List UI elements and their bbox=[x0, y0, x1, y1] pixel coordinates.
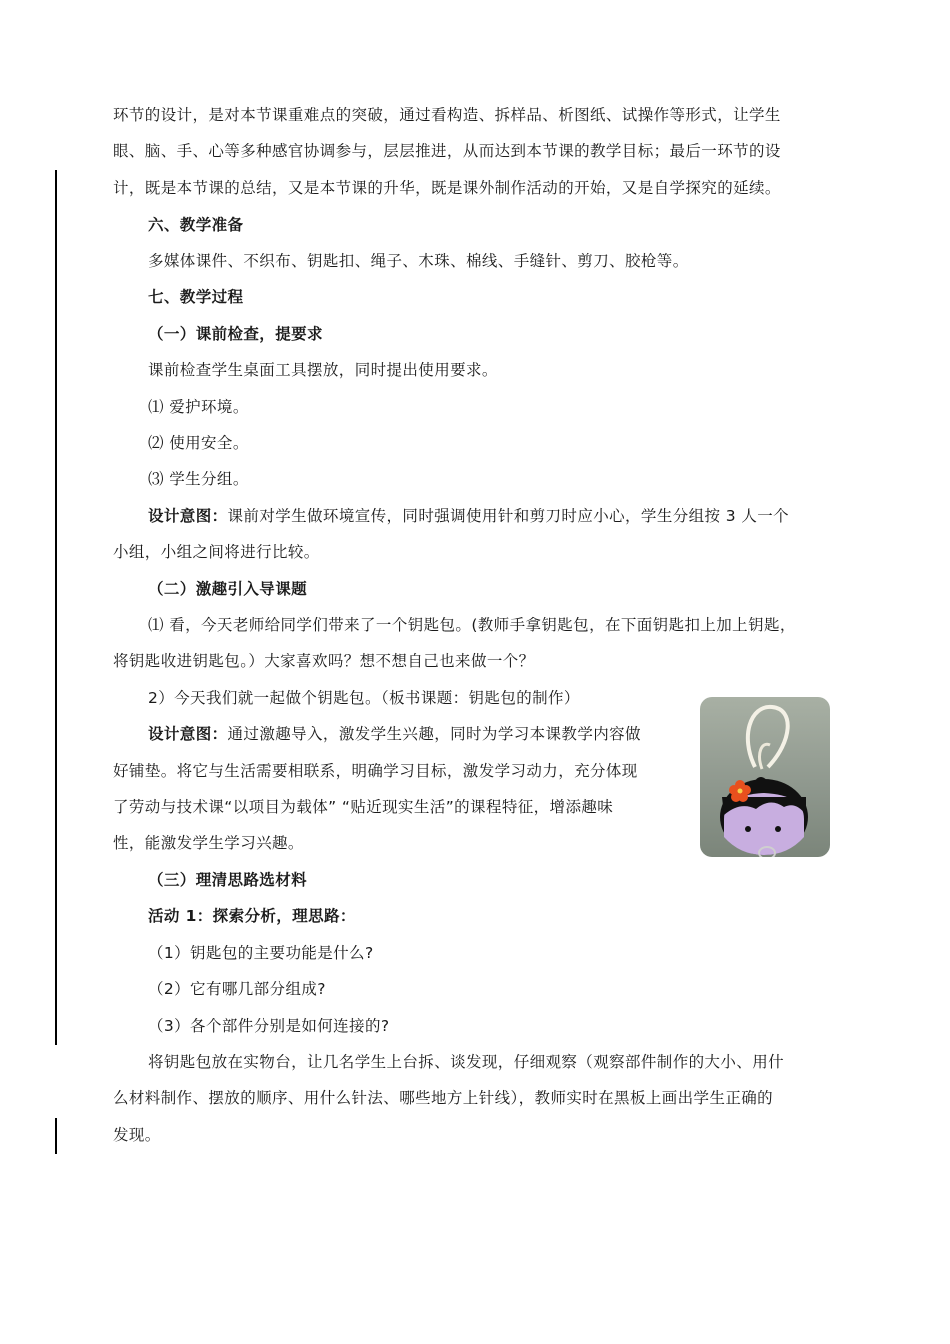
design-intent-text: 了劳动与技术课“以项目为载体” “贴近现实生活”的课程特征，增添趣味 bbox=[113, 798, 614, 816]
felt-doll-keychain-image bbox=[700, 697, 830, 857]
subsection-heading: （三）理清思路选材料 bbox=[148, 871, 308, 889]
design-intent-text: 通过激趣导入，激发学生兴趣，同时为学习本课教学内容做 bbox=[227, 725, 641, 743]
keychain-photo bbox=[700, 697, 830, 857]
paragraph: 将钥匙收进钥匙包。）大家喜欢吗？想不想自己也来做一个？ bbox=[113, 652, 535, 670]
design-intent-text: 好铺垫。将它与生活需要相联系，明确学习目标，激发学习动力，充分体现 bbox=[113, 762, 638, 780]
subsection-heading: （一）课前检查，提要求 bbox=[148, 325, 323, 343]
activity-heading: 活动 1：探索分析，理思路： bbox=[148, 907, 356, 925]
design-intent-text: 小组，小组之间将进行比较。 bbox=[113, 543, 320, 561]
margin-change-bar bbox=[55, 1118, 57, 1154]
list-item: ⑴ 爱护环境。 bbox=[148, 398, 249, 416]
question-item: （1）钥匙包的主要功能是什么? bbox=[148, 944, 374, 962]
list-item: ⑵ 使用安全。 bbox=[148, 434, 249, 452]
intro-line: 眼、脑、手、心等多种感官协调参与，层层推进，从而达到本节课的教学目标；最后一环节的设 bbox=[113, 142, 781, 160]
question-item: （3）各个部件分别是如何连接的? bbox=[148, 1017, 390, 1035]
paragraph: 多媒体课件、不织布、钥匙扣、绳子、木珠、棉线、手缝针、剪刀、胶枪等。 bbox=[148, 252, 689, 270]
paragraph: 课前检查学生桌面工具摆放，同时提出使用要求。 bbox=[148, 361, 498, 379]
section-heading: 七、教学过程 bbox=[148, 288, 244, 306]
paragraph: ⑴ 看，今天老师给同学们带来了一个钥匙包。(教师手拿钥匙包，在下面钥匙扣上加上钥匙， bbox=[148, 616, 796, 634]
paragraph: 2）今天我们就一起做个钥匙包。（板书课题：钥匙包的制作） bbox=[148, 689, 580, 707]
list-item: ⑶ 学生分组。 bbox=[148, 470, 249, 488]
intro-line: 环节的设计，是对本节课重难点的突破，通过看构造、拆样品、析图纸、试操作等形式，让学生 bbox=[113, 106, 781, 124]
section-heading: 六、教学准备 bbox=[148, 216, 244, 234]
paragraph: 将钥匙包放在实物台，让几名学生上台拆、谈发现，仔细观察（观察部件制作的大小、用什 bbox=[148, 1053, 785, 1071]
design-intent-label: 设计意图： bbox=[148, 725, 228, 743]
paragraph: 发现。 bbox=[113, 1126, 161, 1144]
design-intent bbox=[148, 505, 789, 527]
design-intent bbox=[148, 723, 641, 745]
design-intent-label: 设计意图： bbox=[148, 507, 228, 525]
paragraph: 么材料制作、摆放的顺序、用什么针法、哪些地方上针线），教师实时在黑板上画出学生正确的 bbox=[113, 1089, 774, 1107]
design-intent-text: 性，能激发学生学习兴趣。 bbox=[113, 834, 304, 852]
intro-line: 计，既是本节课的总结，又是本节课的升华，既是课外制作活动的开始，又是自学探究的延续。 bbox=[113, 179, 781, 197]
margin-change-bar bbox=[55, 170, 57, 1045]
subsection-heading: （二）激趣引入导课题 bbox=[148, 580, 308, 598]
question-item: （2）它有哪几部分组成? bbox=[148, 980, 326, 998]
design-intent-text: 课前对学生做环境宣传，同时强调使用针和剪刀时应小心，学生分组按 3 人一个 bbox=[227, 507, 790, 525]
